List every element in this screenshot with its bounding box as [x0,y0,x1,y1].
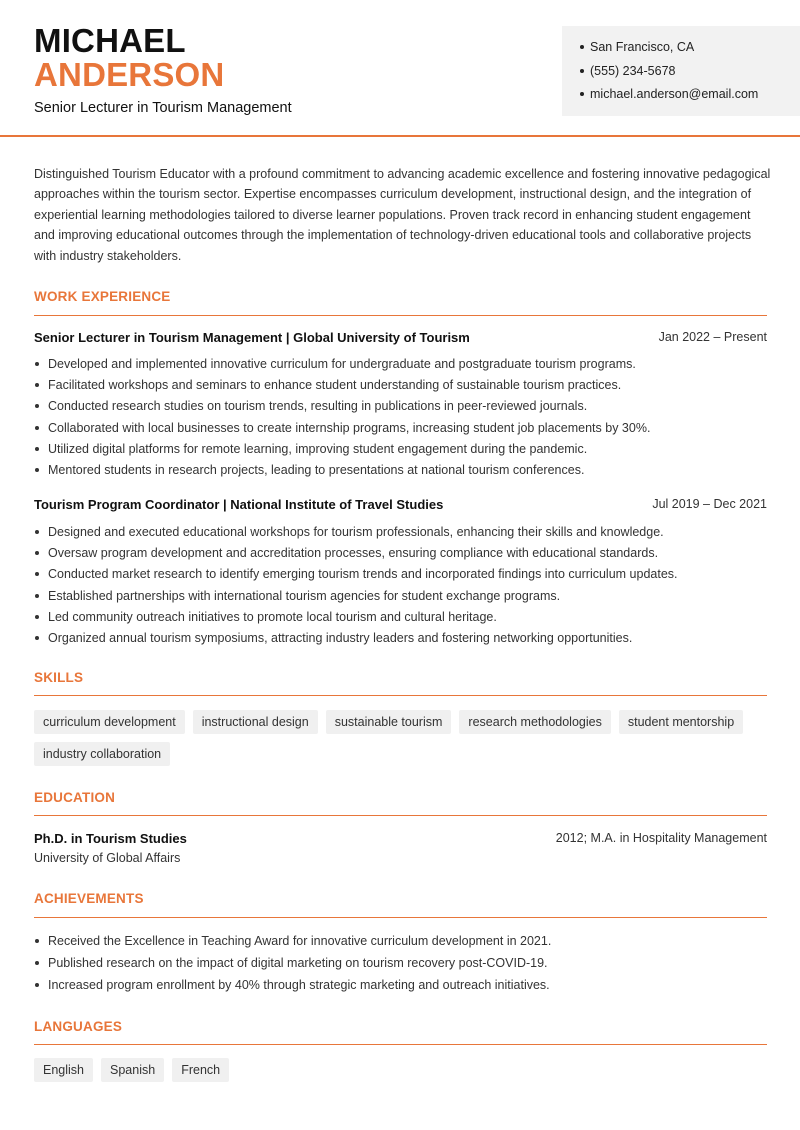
list-item-text: Published research on the impact of digital marketing on tourism recovery post-COVID-19. [48,956,548,970]
list-item-text: Conducted research studies on tourism trends, resulting in publications in peer-reviewed journals. [48,399,588,414]
skill-tag: research methodologies [459,710,610,734]
last-name: ANDERSON [34,56,225,93]
bullet-icon [35,615,39,619]
education-date: 2012; M.A. in Hospitality Management [555,831,767,845]
contact-box [562,26,800,116]
section-title-skills: SKILLS [34,670,84,685]
skill-tag: instructional design [193,710,318,734]
job-dates: Jan 2022 – Present [658,330,767,344]
contact-location [580,39,800,63]
skill-tag: curriculum development [34,710,185,734]
contact-email [580,86,800,110]
bullet-icon [35,404,39,408]
list-item [34,933,774,955]
list-item [34,545,774,566]
job-dates: Jul 2019 – Dec 2021 [652,497,767,511]
bullet-icon [35,551,39,555]
list-item-text: Received the Excellence in Teaching Award for innovative curriculum development in 2021. [48,934,552,948]
education-row [34,831,767,846]
section-title-achievements: ACHIEVEMENTS [34,891,144,906]
section-divider [34,1044,767,1045]
list-item [34,441,774,462]
languages-list [34,1058,774,1082]
list-item-text: Facilitated workshops and seminars to enhance student understanding of sustainable tourism practices. [48,378,622,393]
list-item [34,566,774,587]
contact-phone [580,63,800,87]
bullet-icon [35,939,39,943]
job-role: Senior Lecturer in Tourism Management | Global University of Tourism [34,330,470,345]
list-item-text: Collaborated with local businesses to create internship programs, increasing student job placements by 30%. [48,420,651,435]
bullet-icon [35,594,39,598]
list-item-text: Established partnerships with international tourism agencies for student exchange programs. [48,588,561,603]
list-item-text: Led community outreach initiatives to promote local tourism and cultural heritage. [48,609,497,624]
summary-paragraph: Distinguished Tourism Educator with a profound commitment to advancing academic excellence and fostering innovative pedagogical approaches within the tourism sector. Expertise encompasses curriculum development, instructional design, and the integration of experiential learning methodologies tailored to diverse learner populations. Proven track record in enhancing student engagement and improving educational outcomes through the implementation of technology-driven educational tools and collaborative projects with industry stakeholders. [34,167,771,263]
bullet-icon [35,426,39,430]
section-title-education: EDUCATION [34,790,116,805]
resume-header [0,0,800,137]
skill-tag: industry collaboration [34,742,170,766]
bullet-icon [35,362,39,366]
bullet-icon [580,45,584,49]
list-item [34,955,774,977]
list-item-text: Organized annual tourism symposiums, attracting industry leaders and fostering networking opportunities. [48,630,633,645]
bullet-icon [580,92,584,96]
list-item [34,377,774,398]
list-item-text: Designed and executed educational workshops for tourism professionals, enhancing their skills and knowledge. [48,525,664,539]
job-role: Tourism Program Coordinator | National Institute of Travel Studies [34,497,444,512]
bullet-icon [35,447,39,451]
bullet-icon [35,636,39,640]
list-item [34,398,774,419]
email-text: michael.anderson@email.com [590,87,759,101]
achievements-list [34,933,774,999]
section-title-languages: LANGUAGES [34,1019,123,1034]
job-header [34,497,767,512]
bullet-icon [35,572,39,576]
list-item-text: Utilized digital platforms for remote learning, improving student engagement during the pandemic. [48,441,588,456]
list-item [34,462,774,483]
bullet-icon [580,69,584,73]
list-item-text: Developed and implemented innovative curriculum for undergraduate and postgraduate tourism programs. [48,357,636,371]
skill-tag: sustainable tourism [326,710,452,734]
first-name: MICHAEL [34,22,186,59]
education-degree: Ph.D. in Tourism Studies [34,831,187,846]
phone-text: (555) 234-5678 [590,63,676,78]
language-tag: French [172,1058,229,1082]
list-item [34,588,774,609]
job-bullets [34,356,774,483]
list-item-text: Oversaw program development and accreditation processes, ensuring compliance with educational standards. [48,546,659,561]
bullet-icon [35,383,39,387]
location-text: San Francisco, CA [590,40,695,54]
language-tag: English [34,1058,93,1082]
job-header [34,330,767,345]
bullet-icon [35,983,39,987]
list-item [34,420,774,441]
bullet-icon [35,530,39,534]
section-divider [34,815,767,816]
skills-list [34,710,774,766]
list-item [34,977,774,999]
skill-tag: student mentorship [619,710,743,734]
bullet-icon [35,468,39,472]
section-divider [34,315,767,316]
job-title: Senior Lecturer in Tourism Management [34,100,292,116]
list-item-text: Conducted market research to identify emerging tourism trends and incorporated findings into curriculum updates. [48,567,678,582]
list-item [34,524,774,545]
section-title-work: WORK EXPERIENCE [34,289,171,304]
job-bullets [34,524,774,651]
list-item-text: Mentored students in research projects, leading to presentations at national tourism conferences. [48,462,585,477]
list-item [34,630,774,651]
list-item [34,609,774,630]
list-item [34,356,774,377]
education-school: University of Global Affairs [34,851,181,865]
section-divider [34,917,767,918]
language-tag: Spanish [101,1058,164,1082]
bullet-icon [35,961,39,965]
section-divider [34,695,767,696]
list-item-text: Increased program enrollment by 40% through strategic marketing and outreach initiatives. [48,978,550,992]
